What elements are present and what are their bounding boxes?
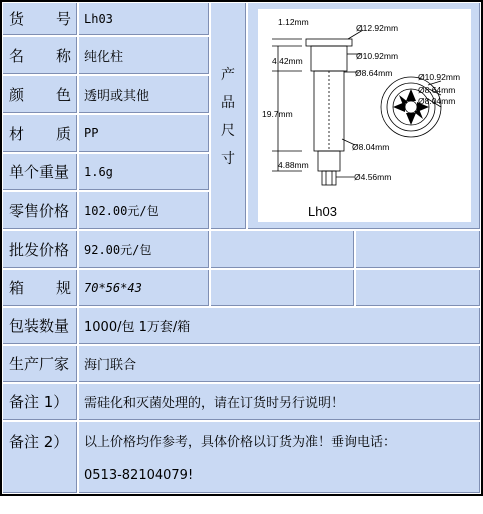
value-note-2 [78,421,481,494]
label-color: 颜 色 [2,75,78,114]
dim-top-ring: 1.12mm [278,17,309,27]
label-note-2: 备注 2） [2,421,78,494]
value-color: 透明或其他 [78,75,210,114]
value-item-no: Lh03 [78,2,210,36]
value-note-1: 需硅化和灭菌处理的，请在订货时另行说明！ [78,383,481,421]
product-size-label: 产 品 尺 寸 [210,2,247,230]
dim-bottom-dia: Ø8.04mm [352,142,390,152]
product-dimension-diagram [258,9,471,222]
dim-body-outer-dia: Ø10.92mm [356,51,399,61]
dim-end-inner: Ø8.04mm [418,96,456,106]
empty-cell-b [355,230,481,269]
empty-cell-a [210,230,355,269]
value-name: 纯化柱 [78,36,210,75]
note-2-line-2: 0513-82104079! [84,468,194,483]
value-unit-weight: 1.6g [78,153,210,191]
label-item-no: 货 号 [2,2,78,36]
label-name: 名 称 [2,36,78,75]
diagram-model-label: Lh03 [308,204,337,219]
value-manufacturer: 海门联合 [78,345,481,383]
dim-end-outer: Ø10.92mm [418,72,461,82]
label-wholesale-price: 批发价格 [2,230,78,269]
label-manufacturer: 生产厂家 [2,345,78,383]
dim-tip-length: 4.88mm [278,160,309,170]
label-carton-size: 箱 规 [2,269,78,307]
dim-flange-dia: Ø12.92mm [356,23,399,33]
note-2-line-1: 以上价格均作参考，具体价格以订货为准！垂询电话： [84,435,397,450]
label-unit-weight: 单个重量 [2,153,78,191]
label-note-1: 备注 1） [2,383,78,421]
dim-end-mid: Ø8.64mm [418,85,456,95]
value-material: PP [78,114,210,153]
label-material: 材 质 [2,114,78,153]
label-pack-quantity: 包装数量 [2,307,78,345]
dim-collar-height: 4.42mm [272,56,303,66]
value-carton-size: 70*56*43 [78,269,210,307]
empty-cell-c [210,269,355,307]
dim-body-length: 19.7mm [262,109,293,119]
dim-body-inner-dia: Ø8.64mm [355,68,393,78]
dim-tip-dia: Ø4.56mm [354,172,392,182]
dimension-drawing [258,9,471,222]
empty-cell-d [355,269,481,307]
value-retail-price: 102.00元/包 [78,191,210,230]
value-wholesale-price: 92.00元/包 [78,230,210,269]
value-pack-quantity: 1000/包 1万套/箱 [78,307,481,345]
label-retail-price: 零售价格 [2,191,78,230]
